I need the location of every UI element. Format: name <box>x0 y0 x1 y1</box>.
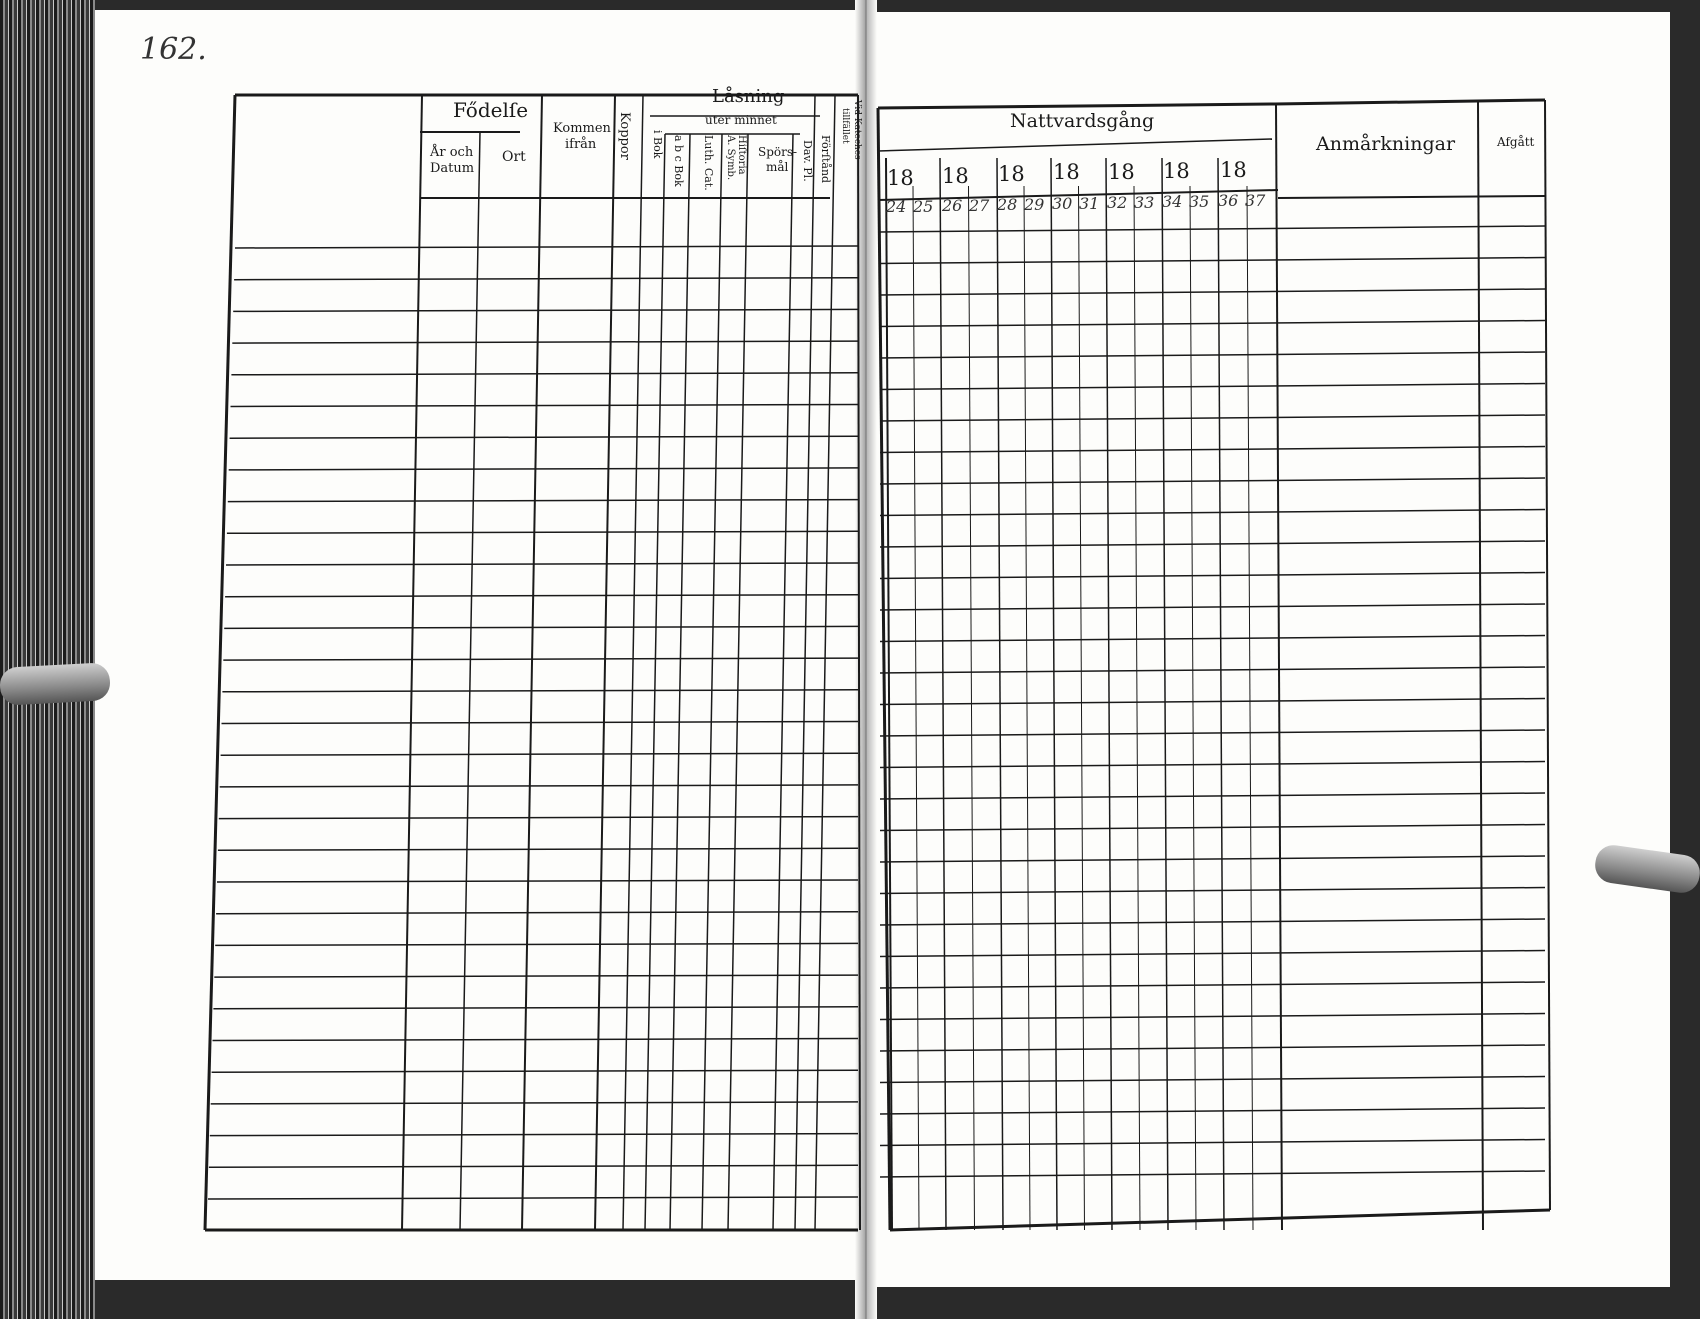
year-col-rule <box>1162 158 1168 1230</box>
year-34: 34 <box>1162 192 1183 211</box>
left-row-rule <box>235 246 858 248</box>
left-row-rule <box>218 848 858 850</box>
nattvardsgang-heading: Nattvardsgång <box>1010 110 1155 132</box>
year-prefix-2: 18 <box>942 164 969 188</box>
year-subcol-rule <box>1024 186 1030 1230</box>
year-subcol-rule <box>1190 186 1196 1230</box>
left-col-rule <box>595 95 615 1230</box>
right-header-bottom-b <box>1278 196 1545 198</box>
left-row-rule <box>222 722 859 724</box>
left-col-rule <box>402 95 422 1230</box>
right-row-rule <box>880 321 1545 327</box>
year-subcol-rule <box>1079 186 1085 1230</box>
left-col-rule <box>773 134 793 1230</box>
left-row-rule <box>221 753 858 755</box>
left-col-rule <box>795 95 815 1230</box>
nattvard-subdivider <box>878 139 1272 151</box>
left-col-rule <box>645 134 665 1230</box>
year-prefix-3: 18 <box>998 162 1025 186</box>
right-row-rule <box>880 1171 1545 1177</box>
left-row-rule <box>217 880 858 882</box>
year-subcol-rule <box>969 186 975 1230</box>
right-row-rule <box>880 1077 1545 1083</box>
left-row-rule <box>222 690 858 692</box>
left-row-rule <box>231 373 858 375</box>
right-row-rule <box>880 604 1545 610</box>
year-prefix-1: 18 <box>887 166 914 190</box>
left-row-rule <box>216 912 858 914</box>
right-inner-border <box>1545 100 1550 1210</box>
left-row-rule <box>233 309 858 311</box>
left-inner-border <box>858 95 860 1230</box>
right-row-rule <box>880 762 1545 768</box>
left-col-rule <box>670 134 690 1230</box>
left-row-rule <box>234 278 858 280</box>
a-symb-label: A. Symb. <box>725 135 736 181</box>
right-row-rule <box>880 667 1545 673</box>
right-row-rule <box>880 888 1545 894</box>
right-row-rule <box>880 636 1545 642</box>
left-col-rule <box>623 95 643 1230</box>
historia-label: Hiſtoria <box>736 135 747 175</box>
year-30: 30 <box>1052 194 1073 213</box>
year-prefix-5: 18 <box>1108 160 1135 184</box>
right-row-rule <box>880 951 1545 957</box>
right-row-rule <box>880 730 1545 736</box>
left-col-rule <box>702 134 722 1230</box>
left-row-rule <box>219 817 858 819</box>
right-row-rule <box>880 793 1545 799</box>
year-26: 26 <box>942 196 963 215</box>
year-col-rule <box>1051 158 1057 1230</box>
right-row-rule <box>880 573 1545 579</box>
koppor-label: Koppor <box>617 112 632 160</box>
abc-bok-label: a b c Bok <box>672 135 685 187</box>
left-col-rule <box>728 134 748 1230</box>
mal-label: mål <box>766 160 789 174</box>
year-29: 29 <box>1024 195 1045 214</box>
right-top-border-2 <box>1275 100 1545 104</box>
left-row-rule <box>215 943 858 945</box>
year-31: 31 <box>1079 194 1100 213</box>
year-prefix-4: 18 <box>1053 160 1080 184</box>
right-row-rule <box>880 1014 1545 1020</box>
right-row-rule <box>880 510 1545 516</box>
i-bok-label: i Bok <box>651 130 664 159</box>
right-row-rule <box>880 541 1545 547</box>
right-row-rule <box>880 982 1545 988</box>
left-row-rule <box>211 1102 858 1104</box>
luth-cat-label: Luth. Cat. <box>702 135 715 191</box>
tillfallet-label: tillfället <box>840 108 850 144</box>
year-35: 35 <box>1189 192 1210 211</box>
right-row-rule <box>880 258 1545 264</box>
left-col-rule <box>815 95 835 1230</box>
year-subcol-rule <box>913 186 919 1230</box>
left-row-rule <box>210 1134 858 1136</box>
ort-label: Ort <box>502 149 526 165</box>
left-row-rule <box>209 1165 858 1167</box>
left-row-rule <box>213 1039 859 1041</box>
left-row-rule <box>225 595 858 597</box>
year-prefix-6: 18 <box>1163 159 1190 183</box>
year-37: 37 <box>1245 191 1266 210</box>
dav-pl-label: Dav. Pl. <box>801 140 814 182</box>
left-row-rule <box>226 563 858 565</box>
ar-och-label: År och <box>430 145 474 160</box>
left-row-rule <box>227 531 858 533</box>
uter-minnet-label: uter minnet <box>705 113 777 127</box>
left-row-rule <box>230 436 858 438</box>
anmarkningar-heading: Anmårkningar <box>1316 133 1456 155</box>
afgatt-col-rule <box>1478 102 1483 1230</box>
fodelse-heading: Fődelſe <box>453 98 529 122</box>
right-row-rule <box>880 478 1545 484</box>
left-col-rule <box>460 132 480 1230</box>
lasning-heading: Låsning <box>712 86 785 107</box>
right-row-rule <box>880 1045 1545 1051</box>
left-row-rule <box>214 975 858 977</box>
left-row-rule <box>229 468 858 470</box>
afgatt-heading: Afgått <box>1497 135 1535 149</box>
year-subcol-rule <box>1134 186 1140 1230</box>
left-row-rule <box>208 1197 858 1199</box>
year-28: 28 <box>997 195 1018 214</box>
year-col-rule <box>1218 158 1224 1230</box>
right-top-border <box>878 104 1275 108</box>
right-row-rule <box>880 919 1545 925</box>
sporsmal-label: Spörs- <box>758 145 798 159</box>
page-number: 162. <box>140 32 207 67</box>
year-col-rule <box>1276 104 1282 1230</box>
left-row-rule <box>228 500 858 502</box>
left-row-rule <box>232 341 858 343</box>
year-32: 32 <box>1107 193 1128 212</box>
forstand-label: Förſtånd <box>819 135 832 184</box>
left-row-rule <box>224 626 858 628</box>
left-outer-border <box>205 95 235 1230</box>
right-row-rule <box>880 1108 1545 1114</box>
left-col-rule <box>522 95 542 1230</box>
right-row-rule <box>880 384 1545 390</box>
right-row-rule <box>880 856 1545 862</box>
year-col-rule <box>940 158 946 1230</box>
kommen-label: Kommen <box>553 121 611 136</box>
left-row-rule <box>213 1007 858 1009</box>
right-row-rule <box>880 699 1545 705</box>
year-col-rule <box>1106 158 1112 1230</box>
year-25: 25 <box>913 197 934 216</box>
left-row-rule <box>212 1070 858 1072</box>
year-col-rule <box>997 158 1003 1230</box>
year-27: 27 <box>969 196 990 215</box>
right-row-rule <box>880 415 1545 421</box>
right-row-rule <box>880 226 1545 232</box>
right-row-rule <box>880 825 1545 831</box>
right-bottom-border <box>890 1210 1550 1230</box>
left-row-rule <box>231 405 859 407</box>
ifran-label: ifrån <box>565 137 597 152</box>
right-row-rule <box>880 1140 1545 1146</box>
vid-kateches-label: Vid Kateches <box>852 100 862 160</box>
left-row-rule <box>220 785 858 787</box>
right-row-rule <box>880 447 1545 453</box>
year-33: 33 <box>1134 193 1155 212</box>
right-row-rule <box>880 352 1545 358</box>
year-prefix-7: 18 <box>1220 158 1247 182</box>
right-row-rule <box>880 289 1545 295</box>
year-24: 24 <box>886 197 907 216</box>
year-36: 36 <box>1218 191 1239 210</box>
left-row-rule <box>223 658 858 660</box>
datum-label: Datum <box>430 161 475 176</box>
year-subcol-rule <box>1247 186 1253 1230</box>
